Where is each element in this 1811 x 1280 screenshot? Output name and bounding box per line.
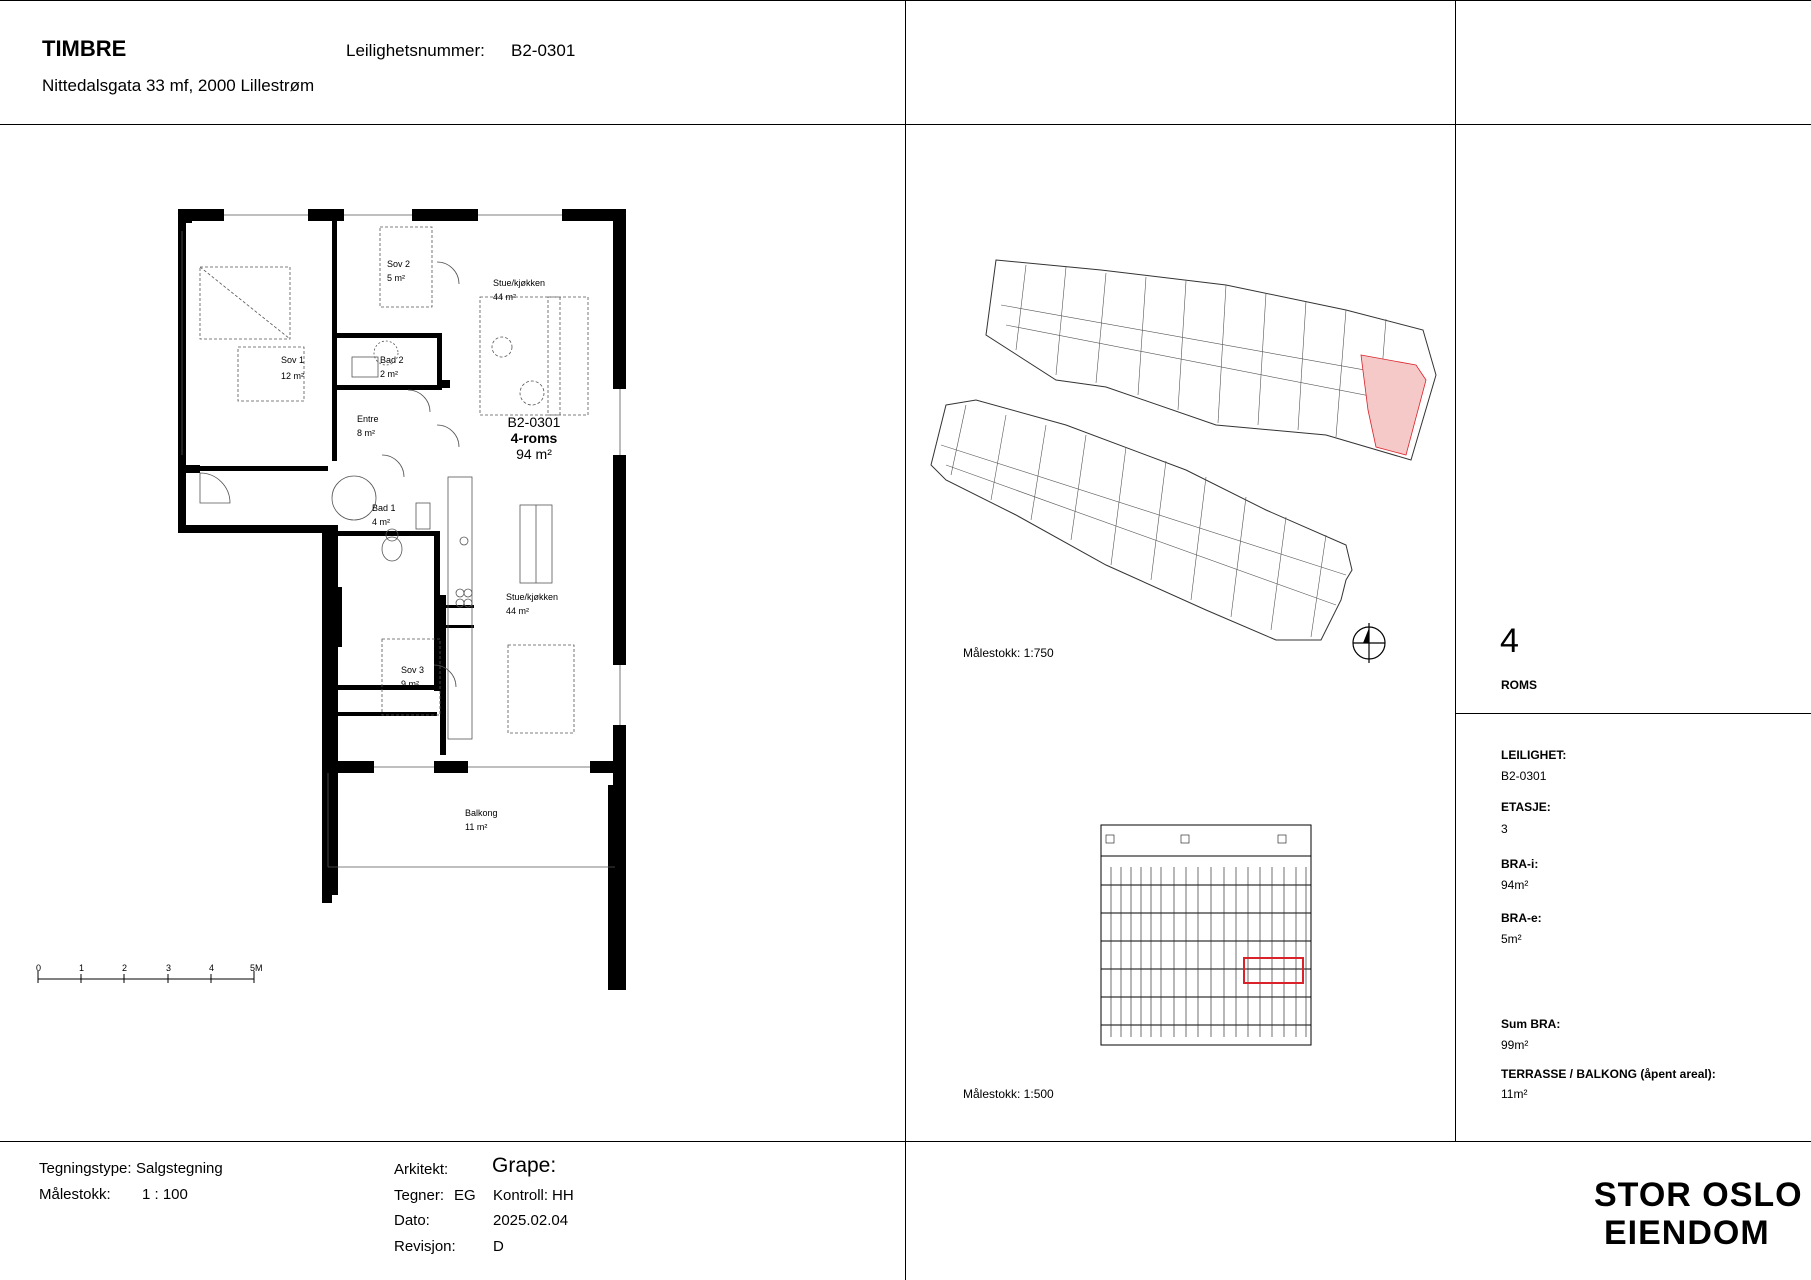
scale-label: Målestokk:: [39, 1186, 111, 1203]
scale-bar-tick: 4: [209, 963, 215, 973]
terrace-value: 11m²: [1501, 1087, 1528, 1101]
drawer-label: Tegner:: [394, 1187, 445, 1204]
client-logo-line1: STOR OSLO: [1594, 1176, 1803, 1214]
field-label-bra-i: BRA-i:: [1501, 857, 1539, 871]
facade-scale-label: Målestokk: 1:500: [963, 1087, 1054, 1101]
revision-value: D: [493, 1238, 504, 1255]
control-value: HH: [552, 1187, 574, 1204]
floor-plan: [0, 125, 905, 1140]
site-building-south: [931, 400, 1352, 640]
date-value: 2025.02.04: [493, 1212, 569, 1229]
architect-logo: Grape:: [492, 1154, 557, 1177]
room-area: 44 m²: [493, 292, 517, 302]
unit-id-label: B2-0301: [507, 414, 561, 430]
revision-label: Revisjon:: [394, 1238, 456, 1255]
frame-vertical-2: [1455, 0, 1456, 1141]
scale-bar-tick: 2: [122, 963, 128, 973]
drawer-value: EG: [454, 1187, 476, 1204]
frame-summary-divider: [1455, 713, 1811, 714]
plan-furniture: [182, 215, 620, 867]
room-area: 12 m²: [281, 371, 305, 381]
room-area: 5 m²: [387, 273, 405, 283]
field-label-etasje: ETASJE:: [1501, 800, 1551, 814]
scale-bar-tick: 1: [79, 963, 85, 973]
field-value-leilighet: B2-0301: [1501, 769, 1547, 783]
room-name: Entre: [357, 414, 379, 424]
client-logo-line2: EIENDOM: [1604, 1214, 1770, 1252]
drawing-type-label: Tegningstype:: [39, 1160, 132, 1177]
scale-bar-tick: 5M: [250, 963, 263, 973]
room-area: 11 m²: [465, 822, 488, 832]
field-value-etasje: 3: [1501, 822, 1508, 836]
room-area: 4 m²: [372, 517, 390, 527]
field-value-bra-e: 5m²: [1501, 932, 1522, 946]
unit-area-label: 94 m²: [516, 446, 552, 462]
room-area: 2 m²: [380, 369, 398, 379]
address: Nittedalsgata 33 mf, 2000 Lillestrøm: [42, 76, 315, 95]
sum-bra-value: 99m²: [1501, 1038, 1529, 1052]
rooms-count: 4: [1500, 622, 1519, 660]
apartment-number: B2-0301: [511, 41, 576, 60]
scale-bar-tick: 3: [166, 963, 172, 973]
architect-label: Arkitekt:: [394, 1161, 449, 1178]
date-label: Dato:: [394, 1212, 430, 1229]
site-plan: [906, 125, 1454, 1140]
room-name: Bad 1: [372, 503, 396, 513]
field-label-leilighet: LEILIGHET:: [1501, 748, 1567, 762]
site-scale-label: Målestokk: 1:750: [963, 646, 1054, 660]
project-name: TIMBRE: [42, 36, 127, 61]
room-name: Stue/kjøkken: [506, 592, 559, 602]
sum-bra-label: Sum BRA:: [1501, 1017, 1561, 1031]
field-value-bra-i: 94m²: [1501, 878, 1529, 892]
north-arrow-icon: [1353, 623, 1385, 663]
rooms-label: ROMS: [1501, 678, 1537, 692]
room-area: 44 m²: [506, 606, 530, 616]
room-name: Bad 2: [380, 355, 404, 365]
control-label: Kontroll:: [493, 1187, 549, 1204]
apartment-number-label: Leilighetsnummer:: [346, 41, 485, 60]
room-name: Sov 2: [387, 259, 411, 269]
scale-bar: [36, 963, 263, 983]
room-area: 9 m²: [401, 679, 419, 689]
drawing-type: Salgstegning: [136, 1160, 223, 1177]
facade-elevation: [1101, 825, 1311, 1045]
room-area: 8 m²: [357, 428, 375, 438]
scale-bar-tick: 0: [36, 963, 42, 973]
terrace-label: TERRASSE / BALKONG (åpent areal):: [1501, 1067, 1716, 1081]
field-label-bra-e: BRA-e:: [1501, 911, 1542, 925]
scale-value: 1 : 100: [142, 1186, 188, 1203]
plan-walls: [178, 209, 626, 990]
room-name: Stue/kjøkken: [493, 278, 546, 288]
room-name: Sov 1: [281, 355, 305, 365]
room-name: Sov 3: [401, 665, 425, 675]
unit-type-label: 4-roms: [510, 430, 558, 446]
room-name: Balkong: [465, 808, 498, 818]
